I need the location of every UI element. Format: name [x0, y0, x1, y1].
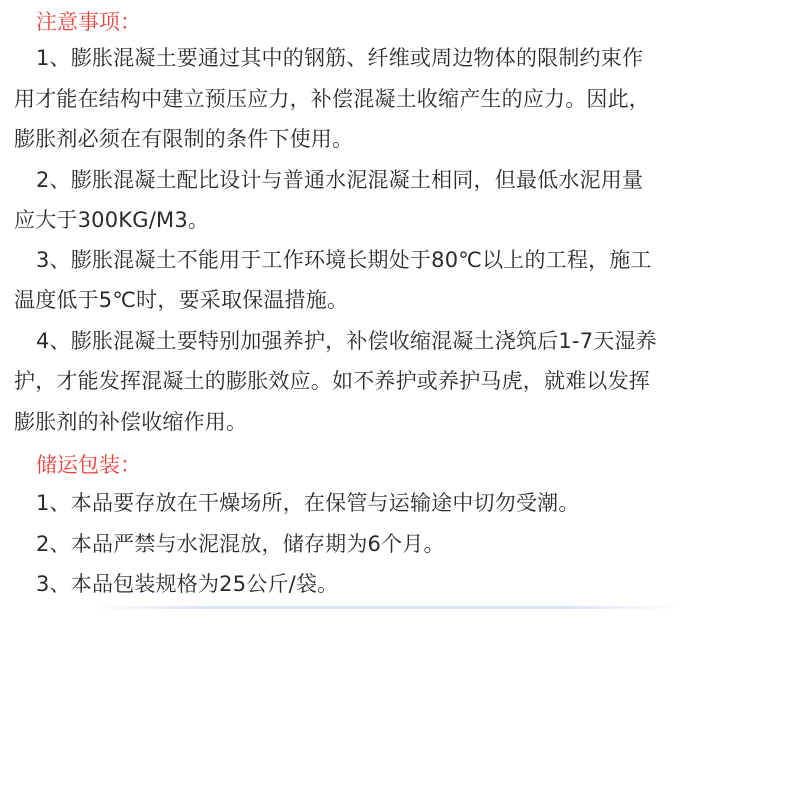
notes-item-1-line-2: 用才能在结构中建立预压应力，补偿混凝土收缩产生的应力。因此，: [14, 87, 650, 111]
storage-heading: 储运包装：: [36, 453, 141, 477]
notes-item-4-line-2: 护，才能发挥混凝土的膨胀效应。如不养护或养护马虎，就难以发挥: [14, 369, 650, 393]
notes-item-4-line-1: 4、膨胀混凝土要特别加强养护，补偿收缩混凝土浇筑后1-7天湿养: [36, 329, 657, 353]
notes-item-2-line-2: 应大于300KG/M3。: [14, 208, 210, 232]
notes-heading: 注意事项：: [36, 10, 141, 34]
notes-item-1-line-3: 膨胀剂必须在有限制的条件下使用。: [14, 127, 354, 151]
notes-item-3-line-2: 温度低于5℃时，要采取保温措施。: [14, 288, 349, 312]
notes-item-1-line-1: 1、膨胀混凝土要通过其中的钢筋、纤维或周边物体的限制约束作: [36, 46, 644, 70]
notes-item-2-line-1: 2、膨胀混凝土配比设计与普通水泥混凝土相同，但最低水泥用量: [36, 168, 644, 192]
notes-item-3-line-1: 3、膨胀混凝土不能用于工作环境长期处于80℃以上的工程，施工: [36, 248, 652, 272]
bottom-divider: [90, 606, 680, 609]
storage-item-1: 1、本品要存放在干燥场所，在保管与运输途中切勿受潮。: [36, 491, 580, 515]
notes-item-4-line-3: 膨胀剂的补偿收缩作用。: [14, 410, 248, 434]
storage-item-2: 2、本品严禁与水泥混放，储存期为6个月。: [36, 532, 445, 556]
storage-item-3: 3、本品包装规格为25公斤/袋。: [36, 572, 339, 596]
